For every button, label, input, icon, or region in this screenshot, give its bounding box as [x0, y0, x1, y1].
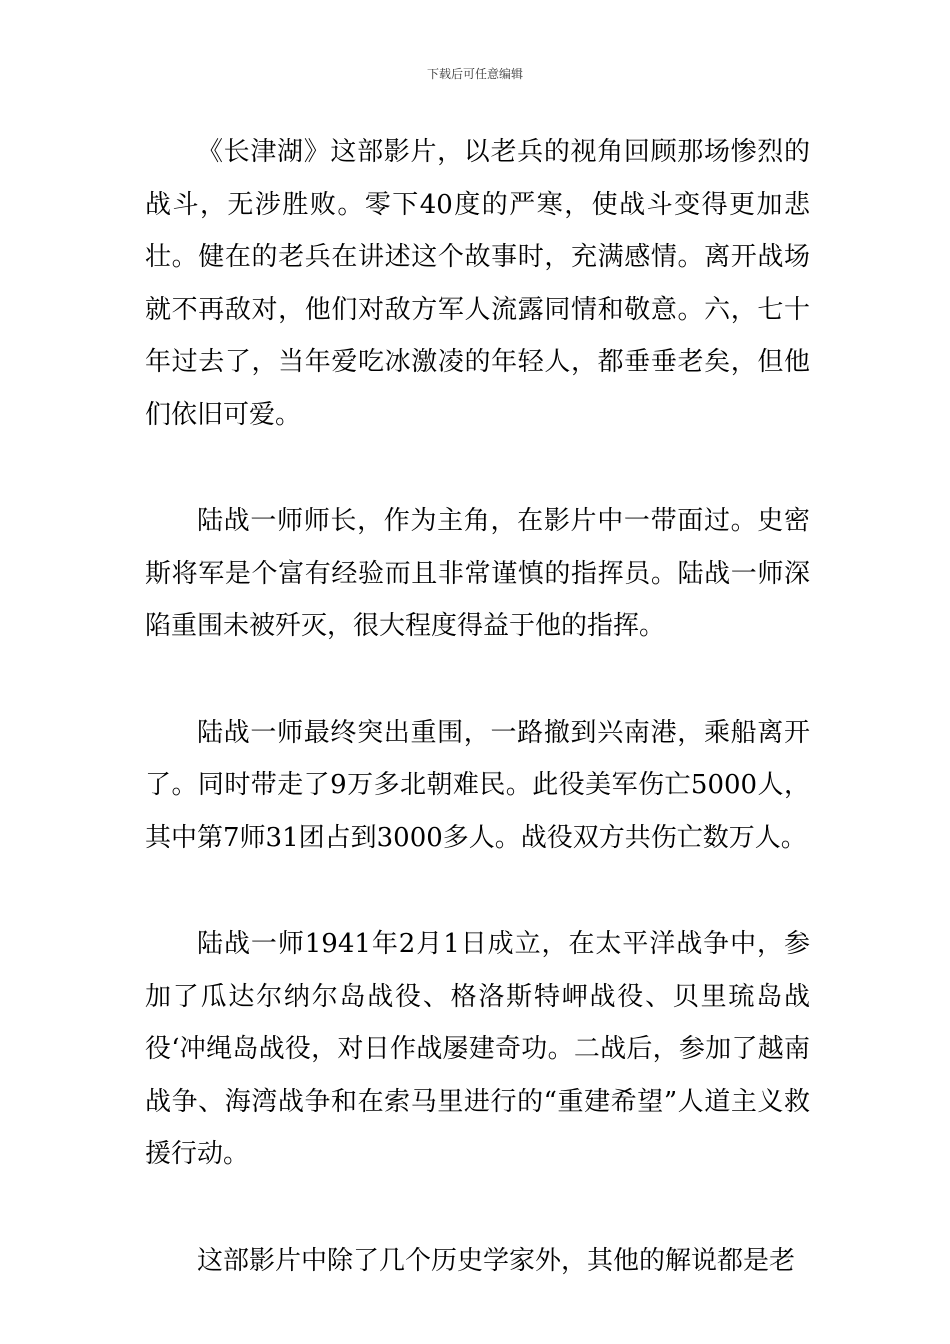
- paragraph: 陆战一师最终突出重围，一路撤到兴南港，乘船离开了。同时带走了9万多北朝难民。此役美军伤亡5000人，其中第7师31团占到3000多人。战役双方共伤亡数万人。: [145, 717, 810, 853]
- page-header: 下载后可任意编辑: [426, 67, 523, 81]
- paragraph: 陆战一师1941年2月1日成立，在太平洋战争中，参加了瓜达尔纳尔岛战役、格洛斯特岬战役、贝里琉岛战役‘冲绳岛战役，对日作战屡建奇功。二战后，参加了越南战争、海湾战争和在索马里进行的“重建希望”人道主义救援行动。: [145, 929, 810, 1169]
- document-body: [145, 126, 810, 1341]
- paragraph: 这部影片中除了几个历史学家外，其他的解说都是老: [197, 1245, 796, 1276]
- paragraph: 陆战一师师长，作为主角，在影片中一带面过。史密斯将军是个富有经验而且非常谨慎的指挥员。陆战一师深陷重围未被歼灭，很大程度得益于他的指挥。: [145, 506, 810, 641]
- paragraph: 《长津湖》这部影片，以老兵的视角回顾那场惨烈的战斗，无涉胜败。零下40度的严寒，使战斗变得更加悲壮。健在的老兵在讲述这个故事时，充满感情。离开战场就不再敌对，他们对敌方军人流露同情和敬意。六，七十年过去了，当年爱吃冰激凌的年轻人，都垂垂老矣，但他们依旧可爱。: [145, 137, 810, 430]
